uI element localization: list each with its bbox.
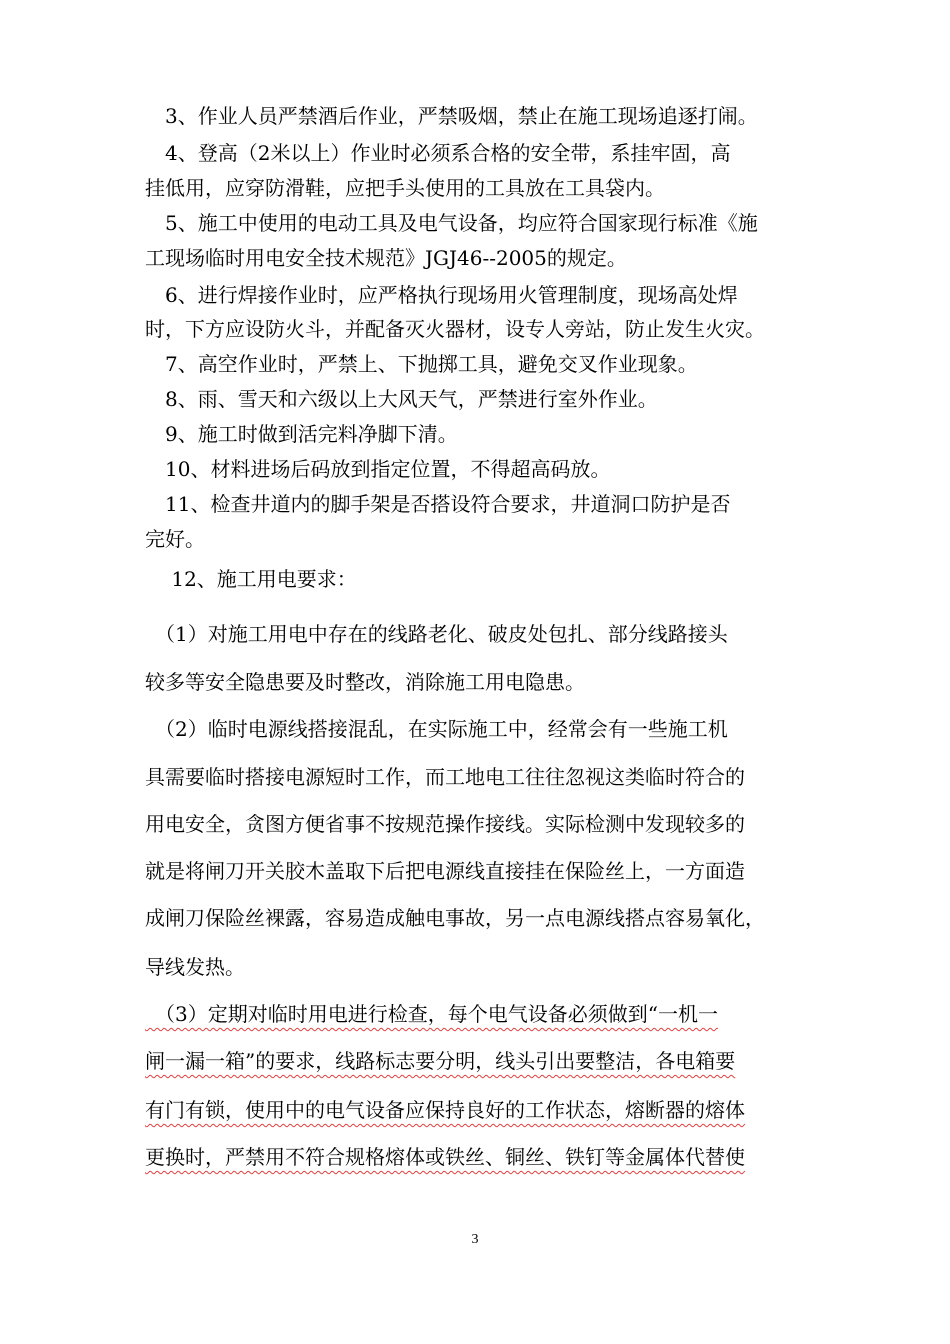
text-line: 3、作业人员严禁酒后作业，严禁吸烟，禁止在施工现场追逐打闹。 — [145, 104, 758, 128]
text-line: 6、进行焊接作业时，应严格执行现场用火管理制度，现场高处焊 — [145, 283, 738, 307]
spellcheck-underlined-text: 闸一漏一箱”的要求，线路标志要分明，线头引出要整洁，各电箱要 — [145, 1049, 736, 1073]
text-line: 7、高空作业时，严禁上、下抛掷工具，避免交叉作业现象。 — [145, 352, 698, 376]
text-line: （2）临时电源线搭接混乱，在实际施工中，经常会有一些施工机 — [145, 717, 728, 741]
text-line: 工现场临时用电安全技术规范》JGJ46--2005的规定。 — [145, 246, 627, 270]
text-line: 8、雨、雪天和六级以上大风天气，严禁进行室外作业。 — [145, 387, 658, 411]
text-line: 较多等安全隐患要及时整改，消除施工用电隐患。 — [145, 670, 585, 694]
text-line — [145, 1097, 825, 1123]
spellcheck-underlined-text: （3）定期对临时用电进行检查，每个电气设备必须做到“一机一 — [145, 1002, 718, 1026]
text-line: 具需要临时搭接电源短时工作，而工地电工往往忽视这类临时符合的 — [145, 765, 745, 789]
page-number: 3 — [471, 1232, 479, 1247]
text-line: 12、施工用电要求： — [145, 567, 357, 591]
text-line: 时，下方应设防火斗，并配备灭火器材，设专人旁站，防止发生火灾。 — [145, 317, 765, 341]
text-line: 4、登高（2米以上）作业时必须系合格的安全带，系挂牢固，高 — [145, 141, 731, 165]
text-line: 成闸刀保险丝裸露，容易造成触电事故，另一点电源线搭点容易氧化， — [145, 906, 765, 930]
spellcheck-underlined-text: 更换时，严禁用不符合规格熔体或铁丝、铜丝、铁钉等金属体代替使 — [145, 1145, 745, 1169]
text-line — [145, 1144, 825, 1170]
text-line: 导线发热。 — [145, 955, 245, 979]
text-line: （1）对施工用电中存在的线路老化、破皮处包扎、部分线路接头 — [145, 622, 728, 646]
text-line — [145, 1001, 825, 1027]
text-line — [145, 1048, 825, 1074]
spellcheck-underlined-text: 有门有锁，使用中的电气设备应保持良好的工作状态，熔断器的熔体 — [145, 1098, 745, 1122]
text-line: 10、材料进场后码放到指定位置，不得超高码放。 — [145, 457, 611, 481]
text-line: 9、施工时做到活完料净脚下清。 — [145, 422, 458, 446]
text-line: 用电安全，贪图方便省事不按规范操作接线。实际检测中发现较多的 — [145, 812, 745, 836]
text-line: 就是将闸刀开关胶木盖取下后把电源线直接挂在保险丝上，一方面造 — [145, 859, 745, 883]
text-line: 完好。 — [145, 527, 205, 551]
text-line: 5、施工中使用的电动工具及电气设备，均应符合国家现行标准《施 — [145, 211, 758, 235]
text-line: 11、检查井道内的脚手架是否搭设符合要求，井道洞口防护是否 — [145, 492, 731, 516]
text-line: 挂低用，应穿防滑鞋，应把手头使用的工具放在工具袋内。 — [145, 176, 665, 200]
